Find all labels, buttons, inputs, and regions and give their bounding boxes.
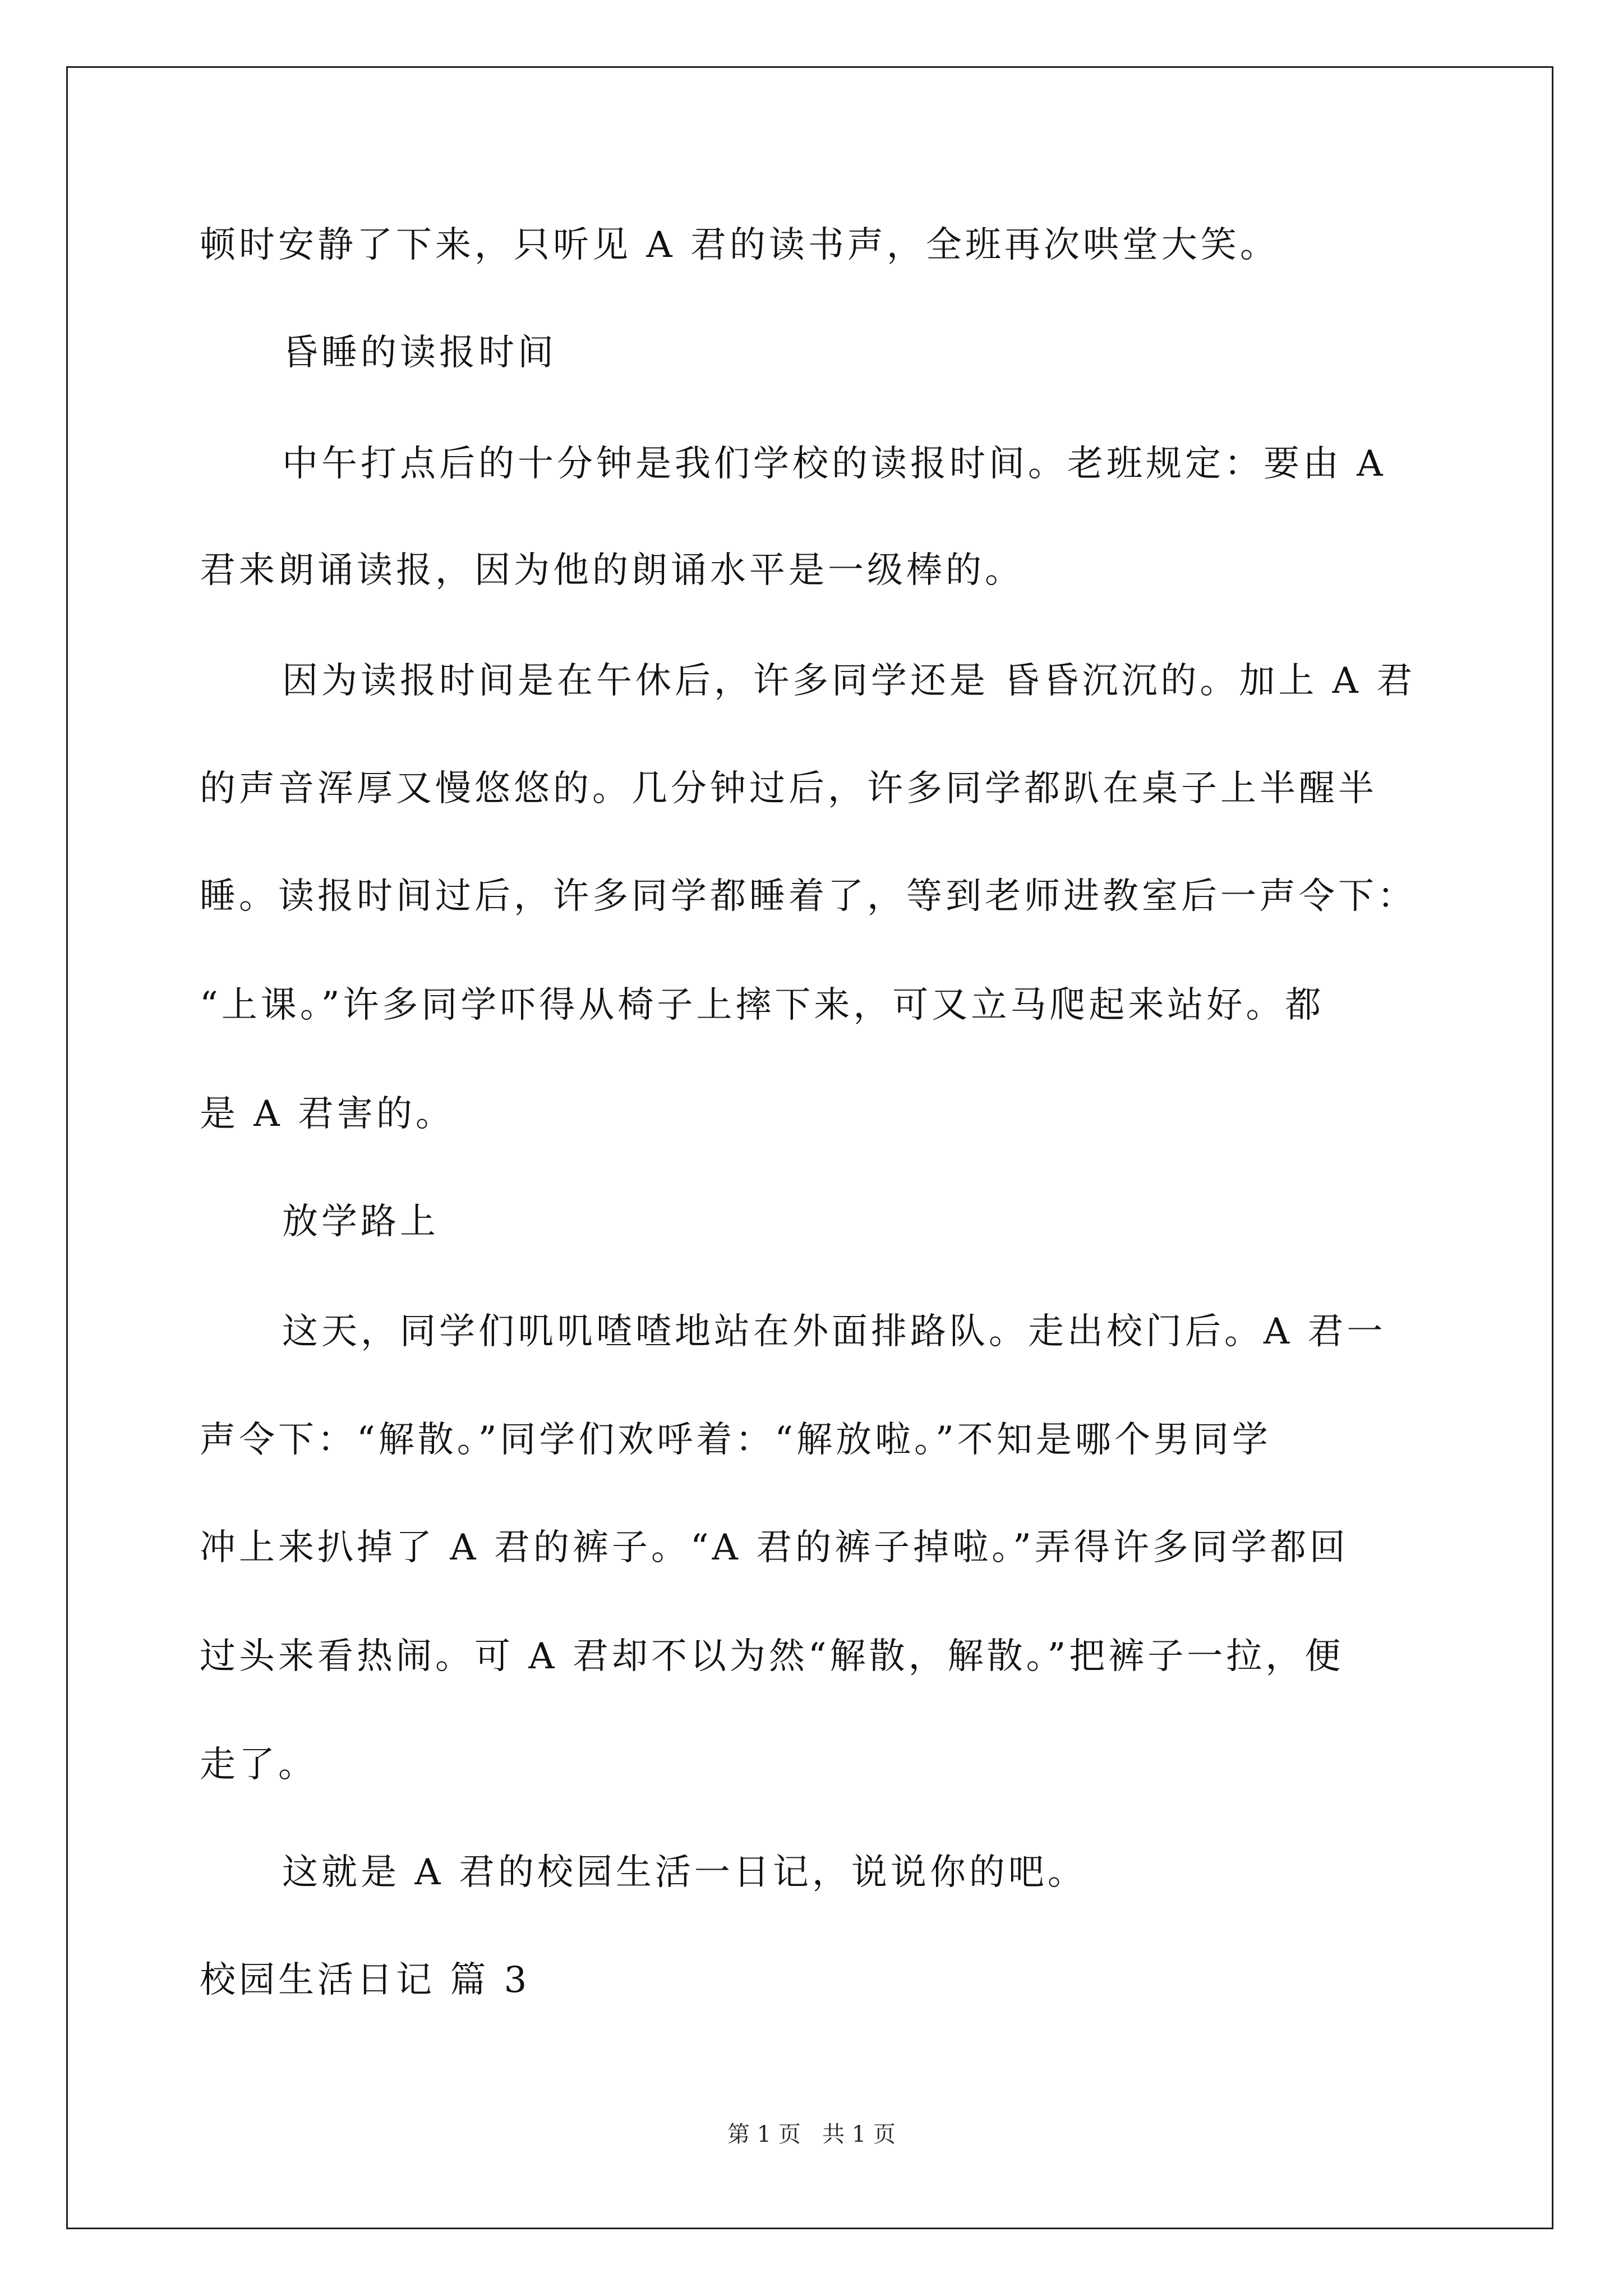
text-line-15: 走了。	[200, 1744, 317, 1786]
text-line-1: 顿时安静了下来，只听见 A 君的读书声，全班再次哄堂大笑。	[200, 224, 1279, 266]
text-line-14: 过头来看热闹。可 A 君却不以为然“解散，解散。”把裤子一拉，便	[200, 1636, 1344, 1677]
text-line-7: 睡。读报时间过后，许多同学都睡着了，等到老师进教室后一声令下：	[200, 876, 1417, 917]
article-heading-part-3: 校园生活日记 篇 3	[200, 1959, 531, 2001]
section-heading-nap-reading: 昏睡的读报时间	[282, 332, 557, 374]
text-line-12: 声令下：“解散。”同学们欢呼着：“解放啦。”不知是哪个男同学	[200, 1419, 1271, 1461]
text-line-5: 因为读报时间是在午休后，许多同学还是 昏昏沉沉的。加上 A 君	[282, 660, 1416, 702]
section-heading-after-school: 放学路上	[282, 1201, 439, 1243]
text-line-11: 这天，同学们叽叽喳喳地站在外面排路队。走出校门后。A 君一	[282, 1311, 1386, 1352]
page-footer: 第 1 页 共 1 页	[727, 2122, 896, 2147]
text-line-6: 的声音浑厚又慢悠悠的。几分钟过后，许多同学都趴在桌子上半醒半	[200, 768, 1377, 809]
text-line-13: 冲上来扒掉了 A 君的裤子。“A 君的裤子掉啦。”弄得许多同学都回	[200, 1527, 1349, 1568]
text-line-3: 中午打点后的十分钟是我们学校的读报时间。老班规定：要由 A	[282, 443, 1386, 485]
page-border	[66, 66, 1553, 2229]
text-line-8: “上课。”许多同学吓得从椅子上摔下来，可又立马爬起来站好。都	[200, 984, 1325, 1026]
text-line-9: 是 A 君害的。	[200, 1093, 455, 1135]
text-line-16: 这就是 A 君的校园生活一日记，说说你的吧。	[282, 1852, 1087, 1893]
text-line-4: 君来朗诵读报，因为他的朗诵水平是一级棒的。	[200, 550, 1024, 591]
